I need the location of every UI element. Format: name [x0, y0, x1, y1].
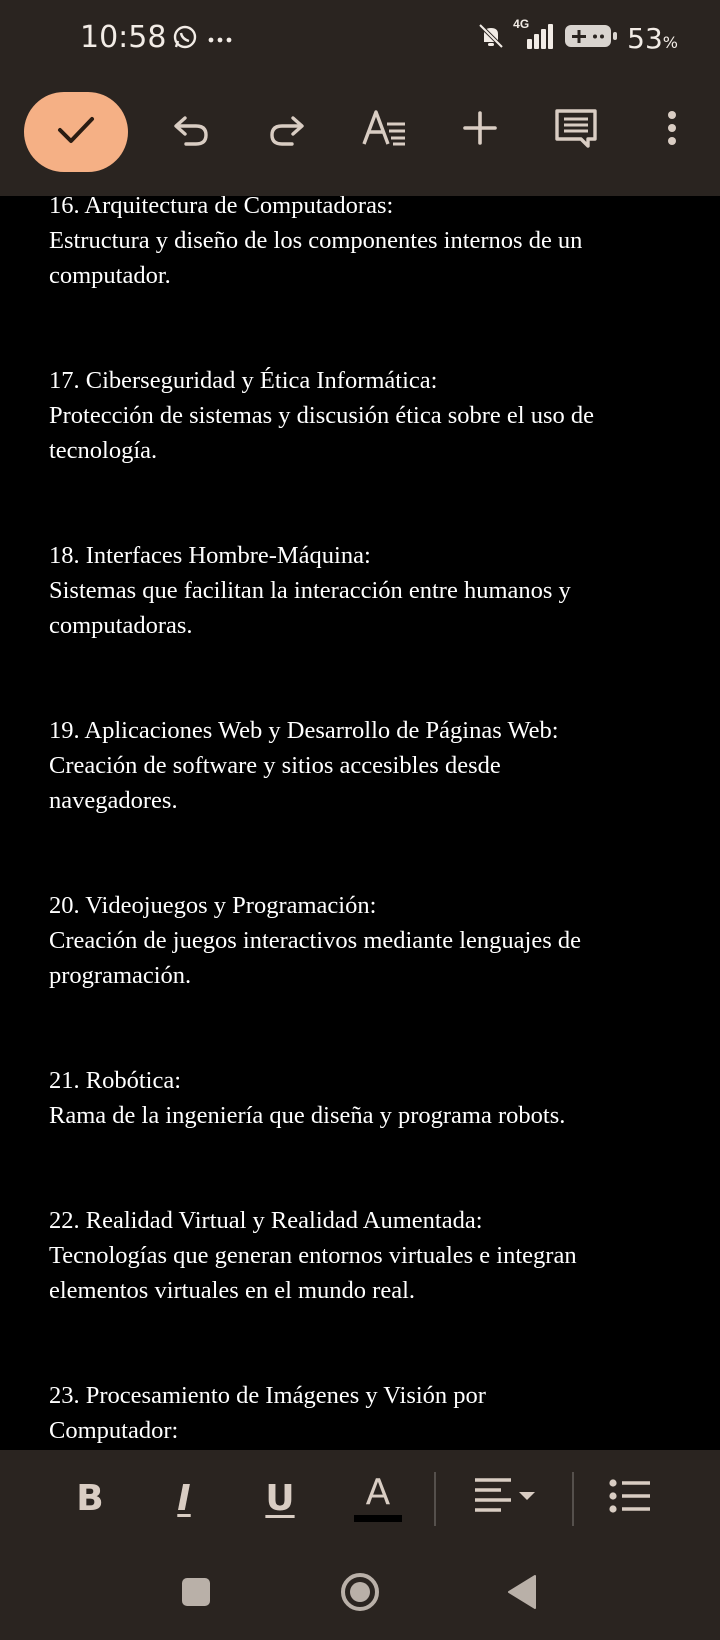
- redo-button[interactable]: [258, 102, 314, 158]
- redo-icon: [266, 110, 306, 151]
- entry-title: 22. Realidad Virtual y Realidad Aumentada:: [49, 1207, 483, 1234]
- doc-entry: [49, 538, 689, 643]
- entry-title: 20. Videojuegos y Programación:: [49, 892, 377, 919]
- text-format-icon: [361, 108, 407, 153]
- home-icon: [339, 1571, 381, 1618]
- entry-body-line: navegadores.: [49, 787, 178, 814]
- doc-entry: [49, 196, 689, 293]
- doc-entry: [49, 1203, 689, 1308]
- toolbar-divider: [434, 1472, 436, 1526]
- toolbar-divider: [572, 1472, 574, 1526]
- italic-button[interactable]: [162, 1470, 206, 1526]
- status-right-icons: [477, 17, 678, 55]
- entry-body-line: programación.: [49, 962, 192, 989]
- entry-body-line: Computador:: [49, 1417, 179, 1444]
- undo-icon: [172, 110, 212, 151]
- network-type-label: 4G: [513, 17, 530, 31]
- entry-body-line: Creación de software y sitios accesibles desde: [49, 752, 501, 779]
- more-options-button[interactable]: [644, 102, 700, 158]
- bold-icon: B: [76, 1477, 104, 1519]
- whatsapp-icon: [172, 24, 198, 55]
- document-body[interactable]: [49, 196, 689, 1450]
- underline-button[interactable]: [258, 1470, 302, 1526]
- text-format-button[interactable]: [356, 102, 412, 158]
- doc-entry: [49, 1378, 689, 1448]
- align-button[interactable]: [470, 1470, 540, 1526]
- entry-body-line: computadoras.: [49, 612, 193, 639]
- more-notifications-icon: [208, 31, 232, 49]
- entry-body-line: Tecnologías que generan entornos virtuales e integran: [49, 1242, 577, 1269]
- done-button[interactable]: [24, 92, 128, 172]
- underline-icon: U: [265, 1477, 295, 1519]
- entry-title: 23. Procesamiento de Imágenes y Visión por: [49, 1382, 486, 1409]
- plus-icon: [462, 110, 498, 151]
- more-vert-icon: [666, 110, 678, 151]
- text-color-icon: A: [365, 1471, 391, 1513]
- entry-body-line: Protección de sistemas y discusión ética sobre el uso de: [49, 402, 594, 429]
- entry-title: 21. Robótica:: [49, 1067, 182, 1094]
- entry-body-line: Sistemas que facilitan la interacción entre humanos y: [49, 577, 571, 604]
- battery-percent: [627, 22, 678, 55]
- entry-body-line: elementos virtuales en el mundo real.: [49, 1277, 416, 1304]
- insert-button[interactable]: [452, 102, 508, 158]
- recents-button[interactable]: [170, 1568, 222, 1620]
- battery-unit: %: [662, 33, 678, 52]
- doc-entry: [49, 713, 689, 818]
- doc-entry: [49, 888, 689, 993]
- comment-icon: [554, 108, 598, 153]
- entry-title: 17. Ciberseguridad y Ética Informática:: [49, 367, 438, 394]
- undo-button[interactable]: [164, 102, 220, 158]
- entry-title: 16. Arquitectura de Computadoras:: [49, 196, 394, 219]
- list-button[interactable]: [606, 1470, 654, 1526]
- comment-button[interactable]: [548, 102, 604, 158]
- bulleted-list-icon: [608, 1478, 652, 1519]
- format-toolbar: [0, 1450, 720, 1546]
- entry-title: 18. Interfaces Hombre-Máquina:: [49, 542, 371, 569]
- signal-icon: [513, 17, 555, 54]
- entry-body-line: tecnología.: [49, 437, 158, 464]
- text-color-button[interactable]: [352, 1470, 404, 1526]
- entry-body-line: computador.: [49, 262, 171, 289]
- mute-icon: [477, 22, 505, 55]
- doc-entry: [49, 363, 689, 468]
- home-button[interactable]: [334, 1568, 386, 1620]
- status-bar: [0, 0, 720, 80]
- top-toolbar: [0, 80, 720, 196]
- entry-body-line: Estructura y diseño de los componentes internos de un: [49, 227, 583, 254]
- entry-body-line: Creación de juegos interactivos mediante lenguajes de: [49, 927, 582, 954]
- bold-button[interactable]: [68, 1470, 112, 1526]
- text-color-swatch: [354, 1515, 402, 1522]
- entry-body-line: Rama de la ingeniería que diseña y programa robots.: [49, 1102, 566, 1129]
- battery-value: 53: [627, 22, 663, 55]
- back-icon: [505, 1574, 539, 1615]
- doc-entry: [49, 1063, 689, 1133]
- check-icon: [56, 114, 96, 151]
- battery-saver-icon: [563, 22, 619, 55]
- italic-icon: I: [177, 1477, 191, 1519]
- status-left-icons: [172, 24, 232, 55]
- status-time: 10:58: [80, 20, 167, 55]
- navigation-bar: [0, 1546, 720, 1640]
- align-left-icon: [471, 1476, 539, 1521]
- back-button[interactable]: [496, 1568, 548, 1620]
- recents-icon: [181, 1577, 211, 1612]
- entry-title: 19. Aplicaciones Web y Desarrollo de Páginas Web:: [49, 717, 559, 744]
- document-editor[interactable]: [0, 196, 720, 1450]
